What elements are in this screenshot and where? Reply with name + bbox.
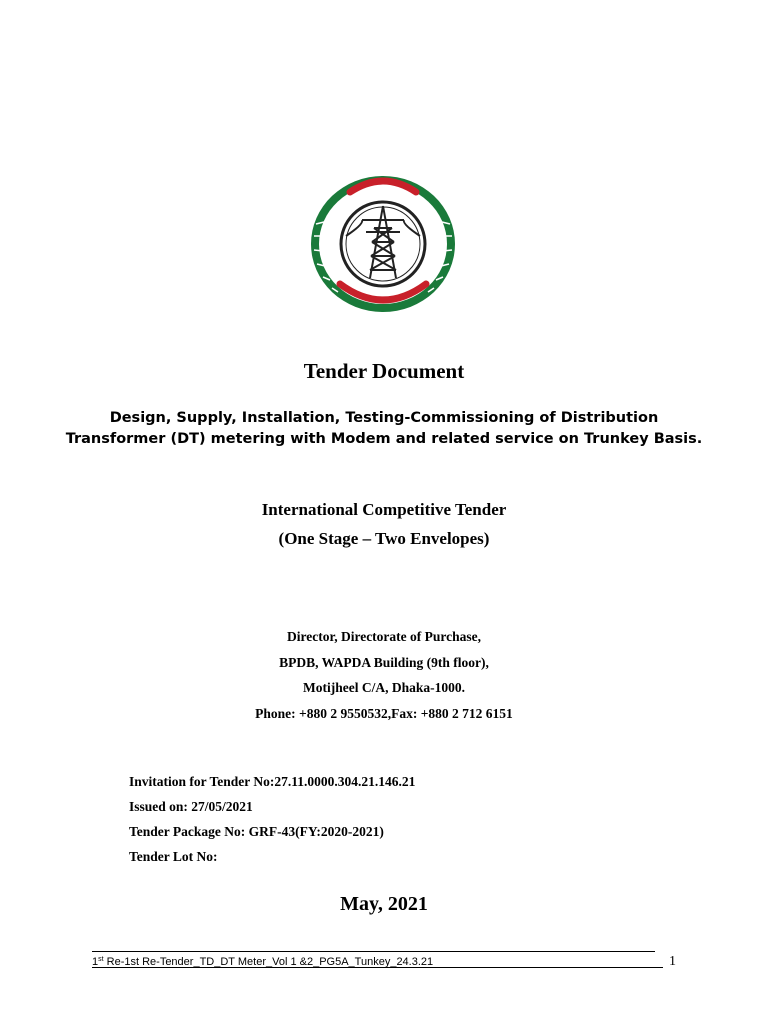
address-line-4: Phone: +880 2 9550532,Fax: +880 2 712 6151 [255,705,513,721]
lot-number: Tender Lot No: [129,849,218,864]
subtitle-line-2: Transformer (DT) metering with Modem and related service on Trunkey Basis. [65,431,703,447]
logo-emblem-icon [304,166,462,318]
invitation-number: Invitation for Tender No:27.11.0000.304.21.146.21 [129,774,416,789]
tender-type-line-1: International Competitive Tender [261,500,507,519]
subtitle-line-1: Design, Supply, Installation, Testing-Commissioning of Distribution [109,410,659,426]
issue-date: Issued on: 27/05/2021 [129,799,253,814]
page-number: 1 [669,954,676,969]
document-title: Tender Document [303,359,465,383]
address-line-2: BPDB, WAPDA Building (9th floor), [279,654,489,670]
tender-type [0,497,768,555]
bpdb-logo [304,166,462,318]
footer-divider-top [92,951,655,952]
tender-type-line-2: (One Stage – Two Envelopes) [278,529,490,548]
footer-divider-bottom [92,967,663,968]
package-number: Tender Package No: GRF-43(FY:2020-2021) [129,824,384,839]
document-date: May, 2021 [340,893,428,915]
tender-details [129,769,689,869]
address-line-3: Motijheel C/A, Dhaka-1000. [303,680,465,695]
footer-prefix: 1 [92,956,99,968]
footer-text: Re-1st Re-Tender_TD_DT Meter_Vol 1 &2_PG5A_Tunkey_24.3.21 [103,956,434,968]
purchaser-address [0,624,768,726]
address-line-1: Director, Directorate of Purchase, [286,629,482,644]
project-subtitle [40,408,728,450]
footer-superscript: st [98,956,104,963]
